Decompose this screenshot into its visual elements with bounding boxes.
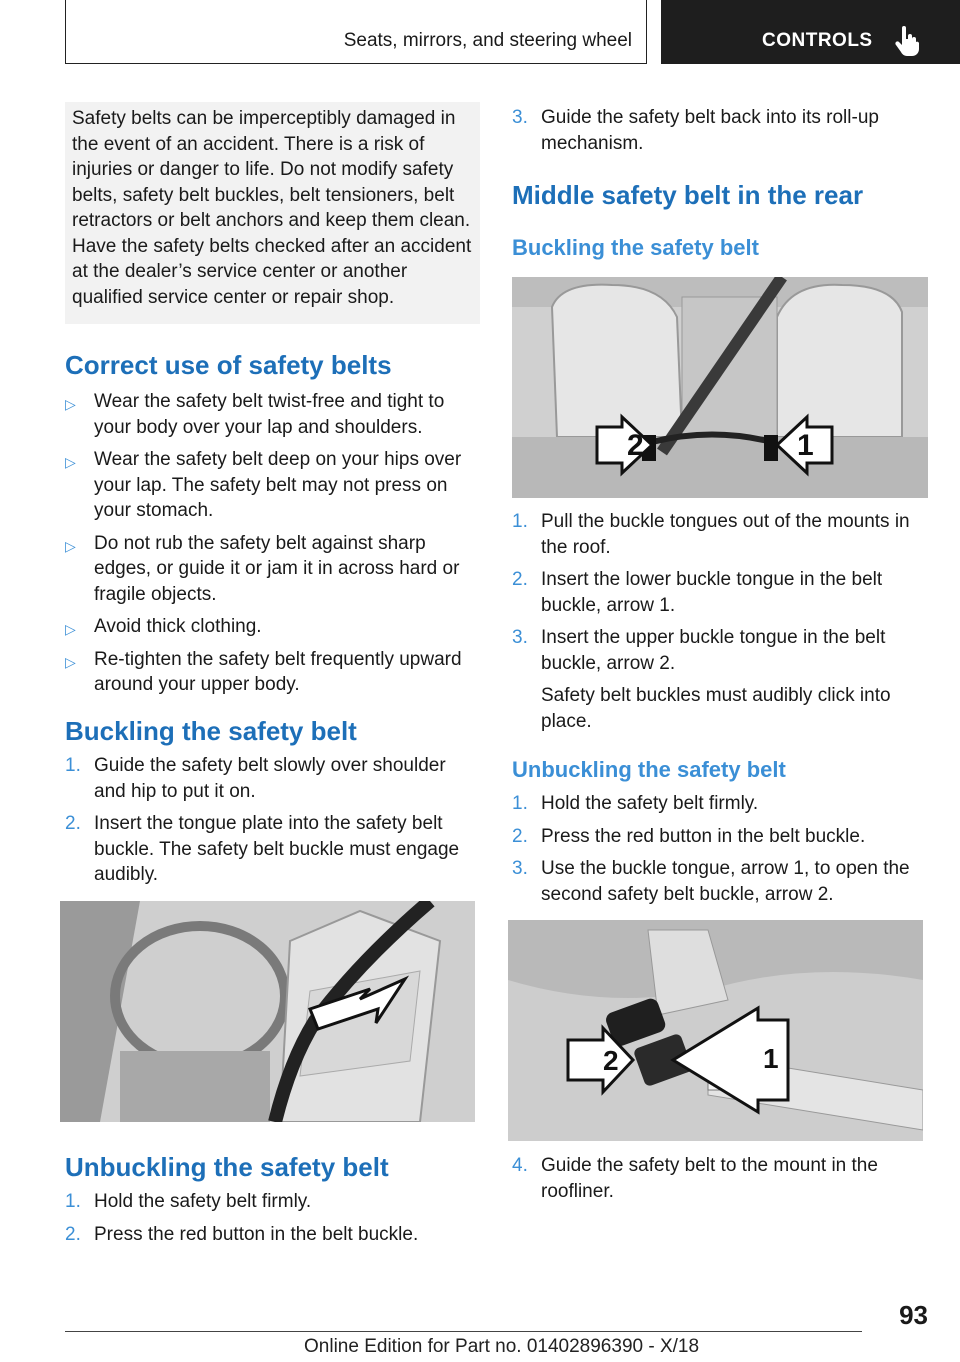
figure-label-2: 2	[603, 1045, 619, 1076]
step-number: 3.	[512, 858, 528, 879]
list-item: 3. Use the buckle tongue, arrow 1, to open the second safety belt buckle, arrow 2.	[512, 858, 910, 905]
middle-unbuckling-steps	[512, 791, 922, 914]
step-number: 1.	[512, 511, 528, 532]
heading-correct-use: Correct use of safety belts	[65, 350, 392, 380]
list-item: 2. Press the red button in the belt buckle.	[65, 1222, 470, 1248]
figure-label-1: 1	[797, 429, 814, 462]
figure-seat-belt-driver	[60, 901, 475, 1122]
step-number: 2.	[512, 825, 528, 847]
step-3-top	[512, 105, 922, 163]
header-section-box	[65, 0, 647, 64]
step-4	[512, 1153, 922, 1211]
subheading-buckling: Buckling the safety belt	[512, 235, 759, 260]
page-number: 93	[899, 1300, 928, 1330]
list-item: 3. Insert the upper buckle tongue in the belt buckle, arrow 2.	[512, 627, 886, 674]
triangle-bullet-icon: ▷	[65, 537, 76, 554]
step-number: 1.	[65, 755, 81, 776]
step-number: 1.	[512, 793, 528, 814]
list-item: 2. Insert the lower buckle tongue in the belt buckle, arrow 1.	[512, 569, 883, 616]
header-chapter-title: CONTROLS	[762, 30, 873, 51]
figure-buckle-closeup	[508, 920, 923, 1141]
unbuckling-steps	[65, 1189, 470, 1254]
triangle-bullet-icon: ▷	[65, 653, 76, 670]
list-item: ▷ Re-tighten the safety belt frequently upward around your upper body.	[65, 648, 462, 695]
triangle-bullet-icon: ▷	[65, 454, 76, 470]
pointing-hand-icon	[893, 26, 921, 56]
list-item: ▷ Wear the safety belt twist-free and tight to your body over your lap and shoulders.	[65, 391, 445, 438]
heading-middle-belt: Middle safety belt in the rear	[512, 180, 864, 210]
list-item: 1. Hold the safety belt firmly.	[512, 791, 922, 817]
list-item: 1. Hold the safety belt firmly.	[65, 1189, 470, 1215]
warning-text: Safety belts can be imperceptibly damaged in the event of an accident. There is a risk of injuries or danger to life. Do not modify safety belts, safety belt buckles, belt tensioners, belt retractors or belt anchors and keep them clean. Have the safety belts checked after an accident at the dealer’s service center or another qualified service center or repair shop.	[72, 108, 472, 308]
middle-buckling-steps	[512, 509, 922, 680]
step-number: 3.	[512, 107, 528, 128]
header-chapter-box	[661, 0, 960, 64]
list-item: 1. Pull the buckle tongues out of the mounts in the roof.	[512, 511, 910, 558]
figure-rear-middle-belt	[512, 277, 928, 498]
list-item: ▷ Do not rub the safety belt against sharp edges, or guide it or jam it in across hard or fragile objects.	[65, 532, 460, 605]
step-number: 2.	[65, 813, 81, 834]
triangle-bullet-icon: ▷	[65, 396, 76, 412]
list-item: ▷ Wear the safety belt deep on your hips over your lap. The safety belt may not press on your stomach.	[65, 449, 462, 521]
step-number: 4.	[512, 1155, 528, 1176]
list-item: 3. Guide the safety belt back into its roll-up mechanism.	[512, 107, 879, 154]
heading-unbuckling: Unbuckling the safety belt	[65, 1152, 389, 1182]
warning-box	[65, 102, 480, 324]
step-number: 2.	[512, 569, 528, 590]
figure-label-1: 1	[763, 1043, 779, 1074]
step-number: 3.	[512, 627, 528, 648]
header-section-title: Seats, mirrors, and steering wheel	[343, 30, 632, 51]
buckling-steps	[65, 753, 470, 895]
list-item: 4. Guide the safety belt to the mount in the roofliner.	[512, 1155, 878, 1202]
list-item: 1. Guide the safety belt slowly over shoulder and hip to put it on.	[65, 755, 446, 802]
figure-label-2: 2	[627, 429, 644, 462]
subheading-unbuckling: Unbuckling the safety belt	[512, 757, 786, 782]
seat-illustration	[60, 901, 475, 1122]
edition-text: Online Edition for Part no. 01402896390 - X/18	[304, 1336, 700, 1357]
step-number: 1.	[65, 1191, 81, 1212]
step-number: 2.	[65, 1223, 81, 1245]
list-item: ▷ Avoid thick clothing.	[65, 614, 470, 640]
triangle-bullet-icon: ▷	[65, 621, 76, 637]
list-item: 2. Insert the tongue plate into the safety belt buckle. The safety belt buckle must engage audibly.	[65, 813, 460, 885]
heading-buckling: Buckling the safety belt	[65, 716, 357, 746]
buckling-note: Safety belt buckles must audibly click into place.	[541, 685, 891, 732]
footer-divider	[65, 1331, 862, 1332]
correct-use-list	[65, 389, 470, 705]
list-item: 2. Press the red button in the belt buckle.	[512, 824, 922, 850]
